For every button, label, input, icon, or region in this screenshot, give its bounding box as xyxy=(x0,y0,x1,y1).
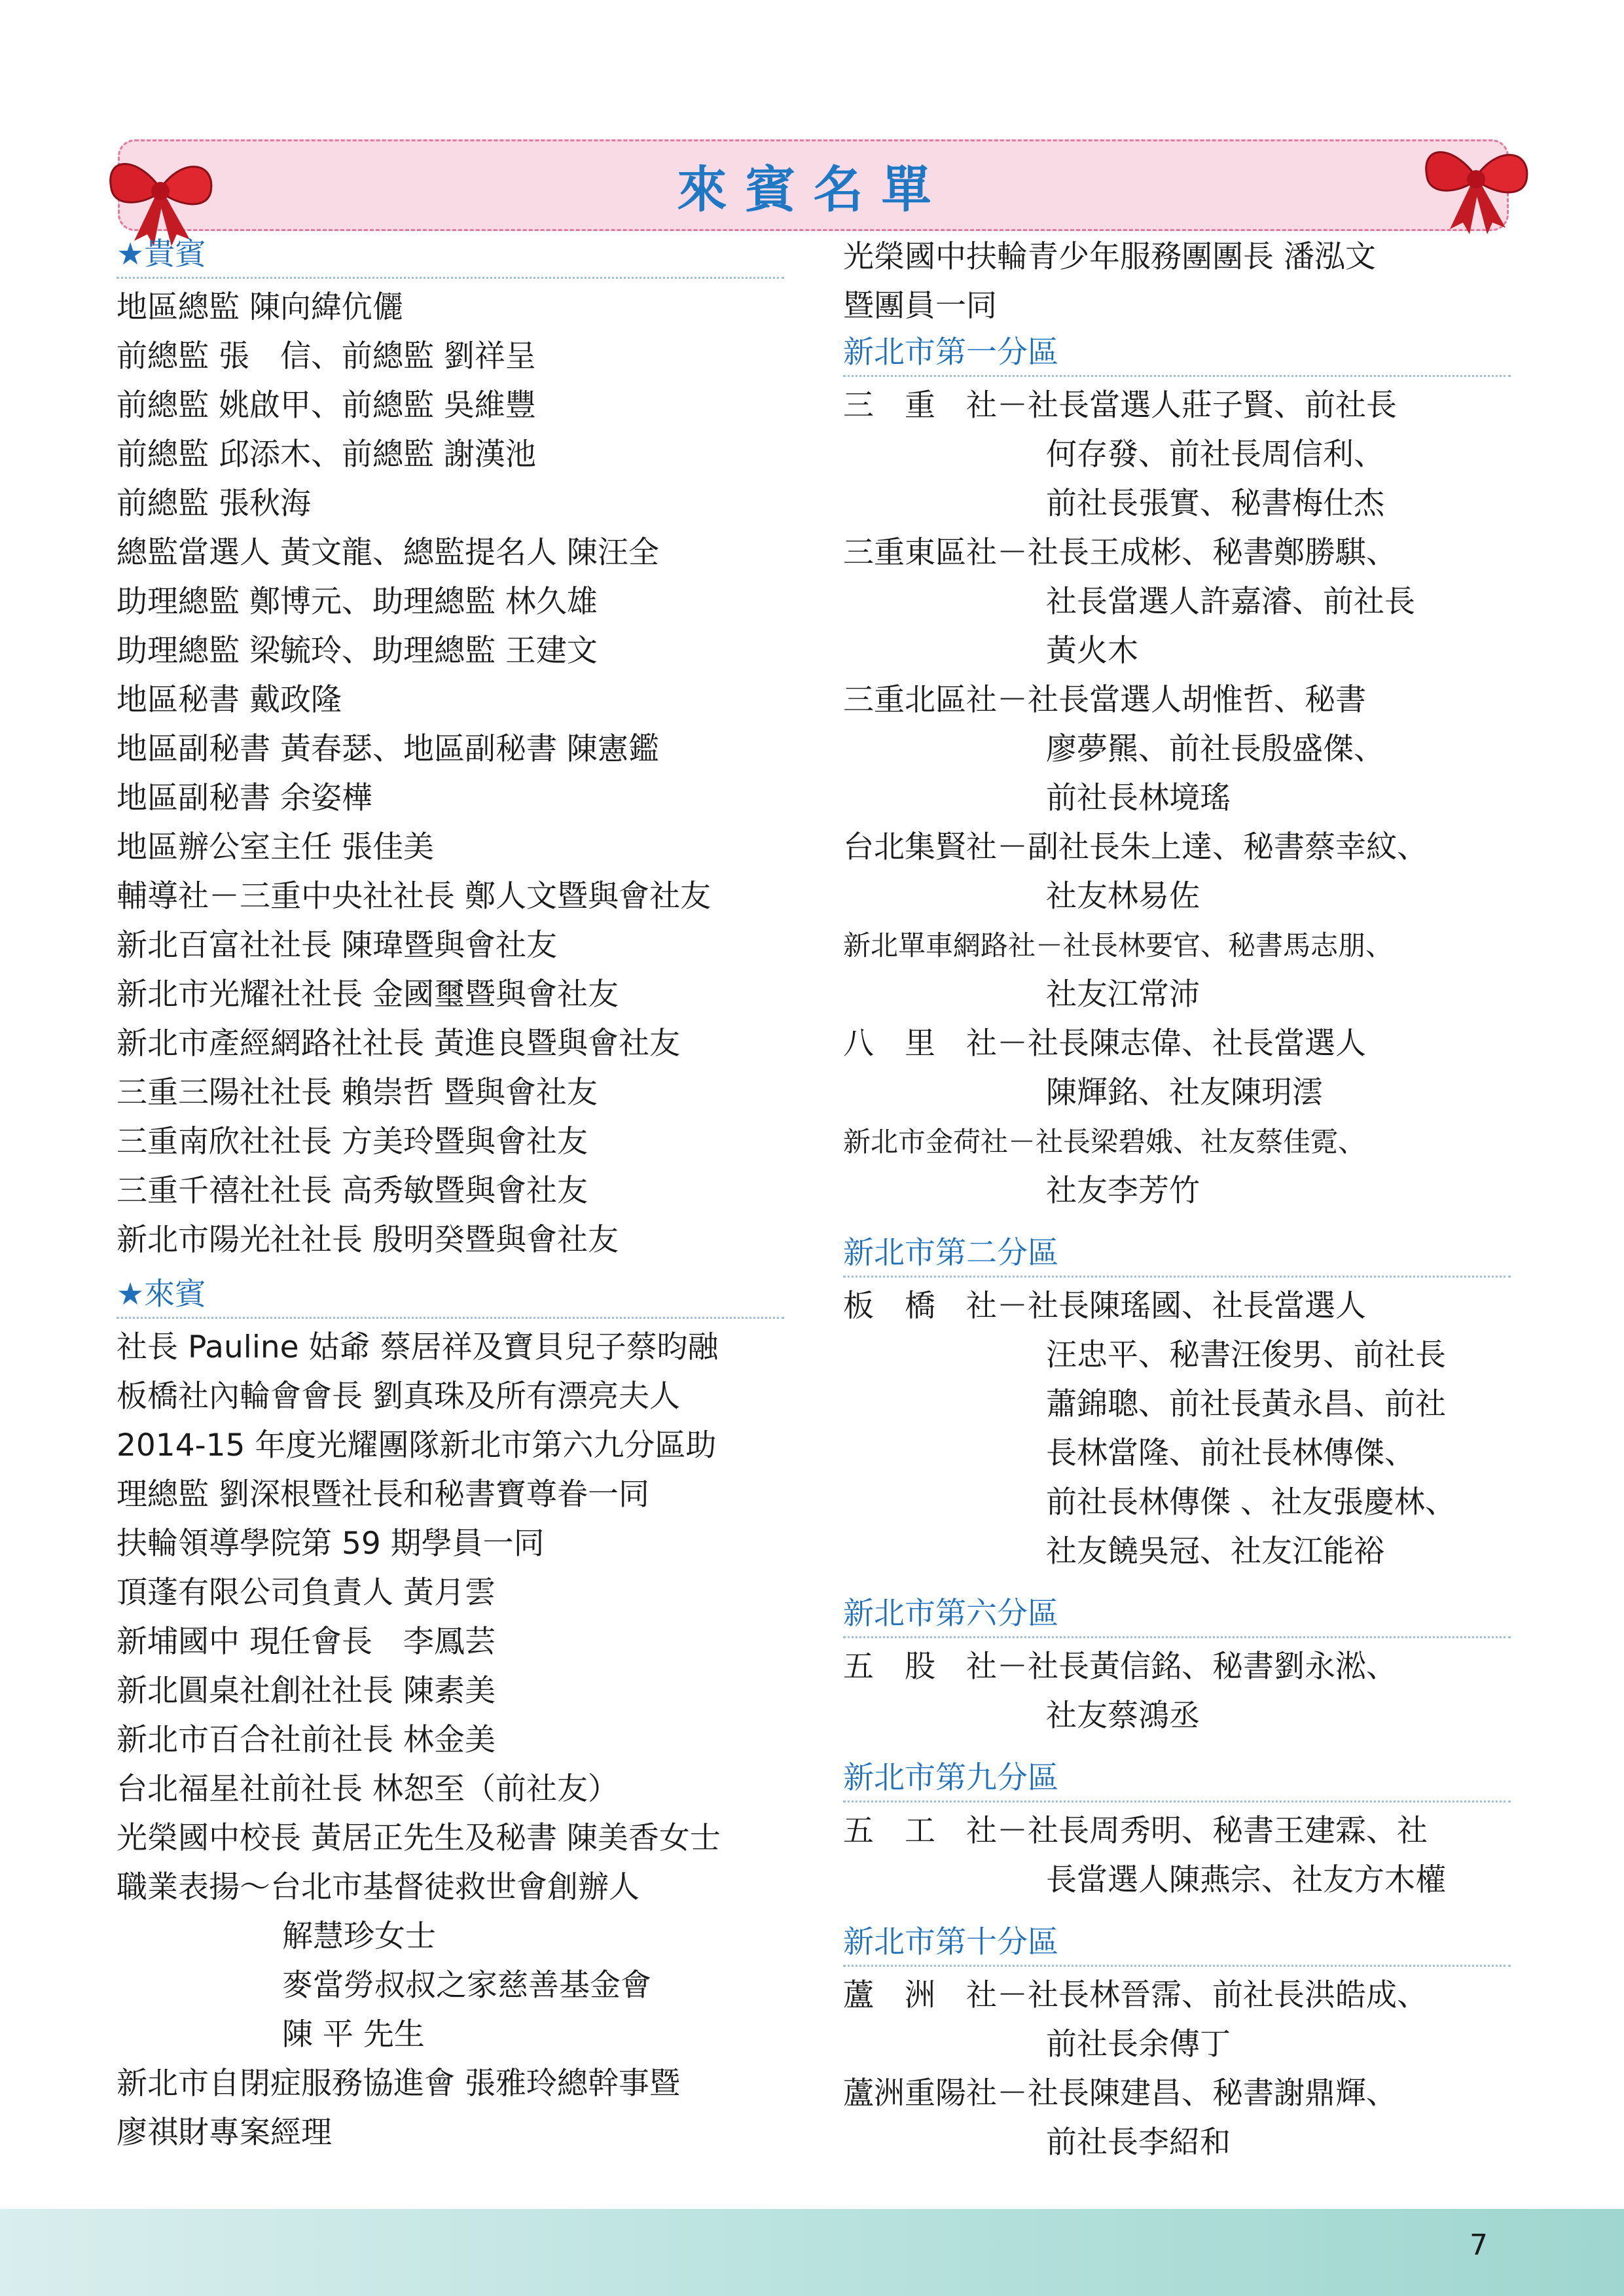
club-attendees: －社長陳瑤國、社長當選人 xyxy=(997,1288,1366,1324)
club-attendees-line: 蕭錦聰、前社長黃永昌、前社 xyxy=(1046,1386,1446,1422)
vip-heading: ★貴賓 xyxy=(117,232,784,279)
vip-line: 輔導社－三重中央社社長 鄭人文暨與會社友 xyxy=(117,878,711,914)
district-sections xyxy=(843,331,1511,2167)
vip-line: 新北市光耀社社長 金國璽暨與會社友 xyxy=(117,977,619,1013)
vip-line: 前總監 邱添木、前總監 謝漢池 xyxy=(117,437,536,473)
vocational-award-line: 職業表揚～台北市基督徒救世會創辦人 xyxy=(117,1869,640,1905)
page-footer xyxy=(0,2209,1624,2296)
club-entry xyxy=(843,1971,1511,2020)
guest-line: 光榮國中扶輪青少年服務團團長 潘泓文 xyxy=(843,239,1376,275)
club-name: 三重東區社 xyxy=(843,535,997,571)
club-attendees-line: 前社長林傳傑 、社友張慶林、 xyxy=(1046,1484,1456,1520)
club-attendees-line: 社友蔡鴻丞 xyxy=(1046,1698,1200,1734)
vocational-award-line: 解慧珍女士 xyxy=(282,1918,436,1954)
club-attendees-line: 何存發、前社長周信利、 xyxy=(1046,437,1384,473)
club-attendees-line: 社友饒吳冠、社友江能裕 xyxy=(1046,1534,1384,1570)
club-attendees: －社長王成彬、秘書鄭勝騏、 xyxy=(997,535,1397,571)
club-attendees-line: 長當選人陳燕宗、社友方木權 xyxy=(1046,1862,1446,1898)
guest-line: 新北圓桌社創社社長 陳素美 xyxy=(117,1673,496,1709)
vip-line: 新北百富社社長 陳瑋暨與會社友 xyxy=(117,927,557,963)
vip-line: 地區辦公室主任 張佳美 xyxy=(117,829,434,865)
club-attendees-line: 社友李芳竹 xyxy=(1046,1173,1200,1209)
club-attendees-line: 前社長張實、秘書梅仕杰 xyxy=(1046,486,1384,522)
district-heading: 新北市第六分區 xyxy=(843,1592,1511,1638)
club-attendees-line: 前社長林境瑤 xyxy=(1046,780,1231,816)
club-name: 三重北區社 xyxy=(843,682,997,718)
club-entry xyxy=(843,2069,1511,2118)
club-attendees-line: 社友江常沛 xyxy=(1046,977,1200,1013)
vip-line: 助理總監 鄭博元、助理總監 林久雄 xyxy=(117,584,598,620)
guest-line: 光榮國中校長 黃居正先生及秘書 陳美香女士 xyxy=(117,1820,721,1856)
club-entry xyxy=(843,823,1511,872)
club-attendees: －社長陳志偉、社長當選人 xyxy=(997,1026,1366,1062)
club-attendees-line: 長林當隆、前社長林傳傑、 xyxy=(1046,1435,1415,1471)
club-name: 蘆 洲 社 xyxy=(843,1977,997,2013)
guest-line: 扶輪領導學院第 59 期學員一同 xyxy=(117,1526,545,1562)
club-entry xyxy=(843,1019,1511,1068)
vocational-award-label: 職業表揚～ xyxy=(117,1869,270,1905)
club-name: 台北集賢社 xyxy=(843,829,997,865)
vip-line: 三重南欣社社長 方美玲暨與會社友 xyxy=(117,1124,588,1160)
vip-list xyxy=(117,283,784,1265)
club-attendees: －社長黃信銘、秘書劉永淞、 xyxy=(997,1649,1397,1685)
club-name: 三 重 社 xyxy=(843,387,997,423)
district-heading: 新北市第十分區 xyxy=(843,1920,1511,1967)
club-name: 八 里 社 xyxy=(843,1026,997,1062)
club-attendees: －社長周秀明、秘書王建霖、社 xyxy=(997,1813,1428,1849)
vip-line: 前總監 張 信、前總監 劉祥呈 xyxy=(117,338,536,374)
vip-line: 新北市產經網路社社長 黃進良暨與會社友 xyxy=(117,1026,680,1062)
guest-line: 頂蓬有限公司負責人 黃月雲 xyxy=(117,1575,496,1611)
club-name: 新北市金荷社 xyxy=(843,1126,1009,1158)
guest-heading: ★來賓 xyxy=(117,1272,784,1319)
club-attendees: －社長林要官、秘書馬志朋、 xyxy=(1036,929,1394,961)
vocational-award-line: 麥當勞叔叔之家慈善基金會 xyxy=(282,1967,651,2003)
club-attendees: －社長林晉霈、前社長洪皓成、 xyxy=(997,1977,1428,2013)
club-entry xyxy=(843,1117,1511,1166)
district-heading: 新北市第九分區 xyxy=(843,1756,1511,1803)
vip-line: 地區總監 陳向緯伉儷 xyxy=(117,289,403,325)
club-attendees-line: 前社長李紹和 xyxy=(1046,2125,1231,2161)
left-column xyxy=(117,232,784,2157)
vip-line: 總監當選人 黃文龍、總監提名人 陳汪全 xyxy=(117,535,659,571)
guest-line: 新北市自閉症服務協進會 張雅玲總幹事暨 xyxy=(117,2066,680,2102)
club-attendees-line: 社長當選人許嘉濬、前社長 xyxy=(1046,584,1415,620)
guest-line: 板橋社內輪會會長 劉真珠及所有漂亮夫人 xyxy=(117,1378,680,1414)
club-attendees-line: 陳輝銘、社友陳玥澐 xyxy=(1046,1075,1323,1111)
club-attendees: －社長梁碧娥、社友蔡佳霓、 xyxy=(1008,1126,1366,1158)
vip-line: 前總監 姚啟甲、前總監 吳維豐 xyxy=(117,387,536,423)
vip-line: 地區秘書 戴政隆 xyxy=(117,682,342,718)
club-entry xyxy=(843,921,1511,970)
guest-line: 暨團員一同 xyxy=(843,288,997,324)
club-entry xyxy=(843,381,1511,430)
club-name: 板 橋 社 xyxy=(843,1288,997,1324)
club-name: 五 股 社 xyxy=(843,1649,997,1685)
page-number: 7 xyxy=(1470,2229,1488,2262)
district-heading: 新北市第二分區 xyxy=(843,1231,1511,1278)
club-attendees: －副社長朱上達、秘書蔡幸紋、 xyxy=(997,829,1428,865)
vip-line: 三重千禧社社長 高秀敏暨與會社友 xyxy=(117,1173,588,1209)
club-attendees: －社長當選人莊子賢、前社長 xyxy=(997,387,1397,423)
club-name: 五 工 社 xyxy=(843,1813,997,1849)
club-attendees: －社長當選人胡惟哲、秘書 xyxy=(997,682,1366,718)
club-entry xyxy=(843,1282,1511,1331)
ribbon-bow-right-icon xyxy=(1414,131,1538,236)
guest-list xyxy=(117,1323,784,1863)
guest-line: 台北福星社前社長 林恕至（前社友） xyxy=(117,1771,619,1807)
club-attendees-line: 汪忠平、秘書汪俊男、前社長 xyxy=(1046,1337,1446,1373)
vip-line: 地區副秘書 余姿樺 xyxy=(117,780,372,816)
vip-line: 前總監 張秋海 xyxy=(117,486,311,522)
club-attendees-line: 社友林易佐 xyxy=(1046,878,1200,914)
ribbon-bow-left-icon xyxy=(98,143,223,247)
club-name: 蘆洲重陽社 xyxy=(843,2075,997,2111)
vip-line: 助理總監 梁毓玲、助理總監 王建文 xyxy=(117,633,598,669)
club-attendees-line: 前社長余傳丁 xyxy=(1046,2026,1231,2062)
vip-line: 新北市陽光社社長 殷明癸暨與會社友 xyxy=(117,1222,619,1258)
club-entry xyxy=(843,528,1511,577)
club-entry xyxy=(843,1642,1511,1691)
guest-line: 新埔國中 現任會長 李鳳芸 xyxy=(117,1624,496,1660)
club-attendees: －社長陳建昌、秘書謝鼎輝、 xyxy=(997,2075,1397,2111)
guest-line: 2014-15 年度光耀團隊新北市第六九分區助 xyxy=(117,1427,717,1463)
district-heading: 新北市第一分區 xyxy=(843,331,1511,377)
guest-line: 理總監 劉深根暨社長和秘書寶尊眷一同 xyxy=(117,1477,649,1513)
guest-line: 社長 Pauline 姑爺 蔡居祥及寶貝兒子蔡昀融 xyxy=(117,1329,719,1365)
club-entry xyxy=(843,1806,1511,1856)
guest-line: 新北市百合社前社長 林金美 xyxy=(117,1722,496,1758)
club-name: 新北單車網路社 xyxy=(843,929,1036,961)
club-entry xyxy=(843,675,1511,725)
guest-line: 廖祺財專案經理 xyxy=(117,2115,332,2151)
club-attendees-line: 廖夢羆、前社長殷盛傑、 xyxy=(1046,731,1384,767)
vocational-award xyxy=(117,1863,784,2059)
vip-line: 地區副秘書 黃春瑟、地區副秘書 陳憲鑑 xyxy=(117,731,659,767)
page-title: 來賓名單 xyxy=(677,160,950,219)
vip-line: 三重三陽社社長 賴崇哲 暨與會社友 xyxy=(117,1075,598,1111)
title-banner xyxy=(118,139,1509,231)
vocational-award-line: 陳 平 先生 xyxy=(282,2017,425,2053)
right-column xyxy=(843,232,1511,2167)
club-attendees-line: 黃火木 xyxy=(1046,633,1138,669)
